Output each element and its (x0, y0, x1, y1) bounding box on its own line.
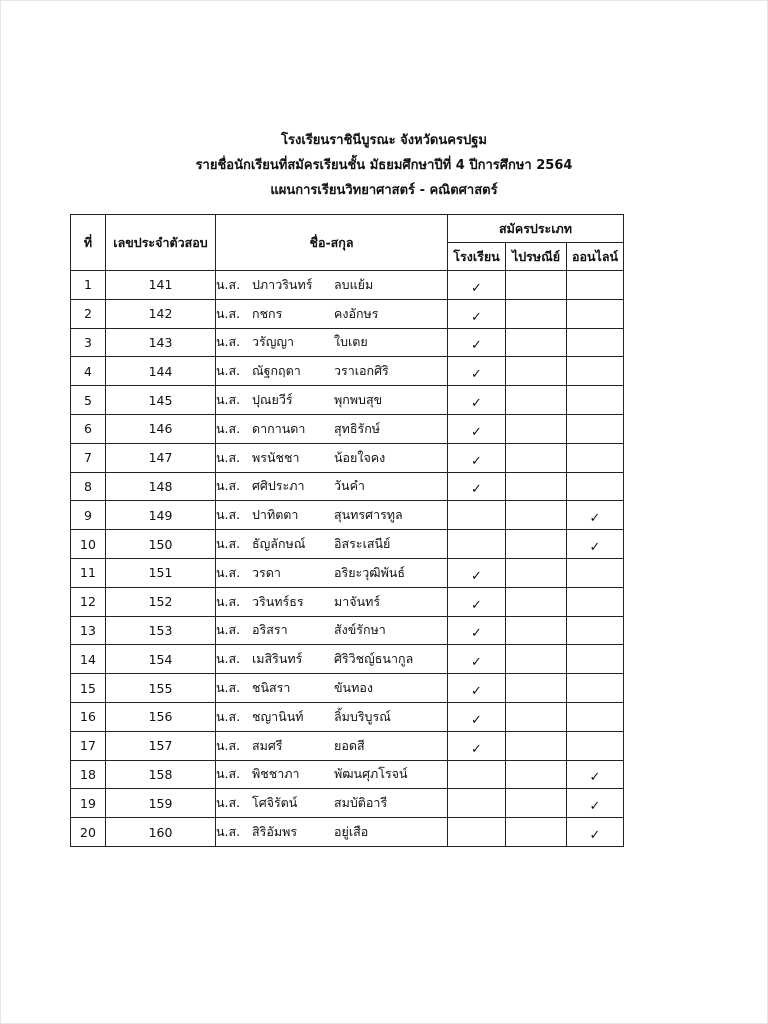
table-row (71, 386, 624, 415)
name-title: น.ส. (216, 622, 241, 638)
last-name: อยู่เสือ (334, 824, 369, 840)
student-name (216, 530, 448, 559)
type-school-cell (448, 616, 506, 645)
exam-id: 150 (106, 530, 216, 559)
first-name: อริสรา (252, 622, 288, 638)
school-name: โรงเรียนราชินีบูรณะ จังหวัดนครปฐม (281, 133, 487, 148)
exam-id: 146 (106, 414, 216, 443)
type-online-cell (567, 616, 624, 645)
table-row (71, 674, 624, 703)
student-name (216, 357, 448, 386)
header-online: ออนไลน์ (567, 243, 624, 271)
type-online-cell (567, 587, 624, 616)
header-name: ชื่อ-สกุล (216, 215, 448, 271)
table-row (71, 530, 624, 559)
type-online-cell (567, 558, 624, 587)
type-school-cell (448, 386, 506, 415)
row-number: 7 (71, 443, 106, 472)
document-header (0, 128, 768, 203)
check-mark-icon: ✓ (589, 827, 601, 843)
name-title: น.ส. (216, 334, 241, 350)
exam-id: 160 (106, 818, 216, 847)
row-number: 17 (71, 731, 106, 760)
name-title: น.ส. (216, 305, 241, 321)
check-mark-icon: ✓ (471, 367, 482, 383)
type-school-cell (448, 702, 506, 731)
exam-id: 143 (106, 328, 216, 357)
name-title: น.ส. (216, 708, 241, 724)
table-row (71, 357, 624, 386)
first-name: กชกร (252, 305, 283, 321)
last-name: คงอักษร (334, 305, 379, 321)
exam-id: 154 (106, 645, 216, 674)
type-online-cell (567, 501, 624, 530)
student-name (216, 760, 448, 789)
table-row (71, 789, 624, 818)
table-row (71, 414, 624, 443)
student-name (216, 299, 448, 328)
header-exam-id: เลขประจำตัวสอบ (106, 215, 216, 271)
name-title: น.ส. (216, 363, 241, 379)
header-application-type: สมัครประเภท (448, 215, 624, 243)
check-mark-icon: ✓ (471, 482, 482, 498)
type-school-cell (448, 760, 506, 789)
name-title: น.ส. (216, 593, 241, 609)
type-school-cell (448, 472, 506, 501)
row-number: 11 (71, 558, 106, 587)
type-post-cell (506, 328, 567, 357)
name-title: น.ส. (216, 449, 241, 465)
type-post-cell (506, 501, 567, 530)
exam-id: 149 (106, 501, 216, 530)
first-name: พรนัชชา (252, 449, 300, 465)
name-title: น.ส. (216, 564, 241, 580)
name-title: น.ส. (216, 507, 241, 523)
header-no: ที่ (71, 215, 106, 271)
type-post-cell (506, 386, 567, 415)
row-number: 10 (71, 530, 106, 559)
type-online-cell (567, 789, 624, 818)
exam-id: 144 (106, 357, 216, 386)
last-name: วราเอกศิริ (334, 363, 389, 379)
type-post-cell (506, 299, 567, 328)
check-mark-icon: ✓ (471, 568, 482, 584)
last-name: พัฒนศุภโรจน์ (334, 766, 408, 782)
type-school-cell (448, 789, 506, 818)
type-post-cell (506, 530, 567, 559)
type-school-cell (448, 558, 506, 587)
first-name: พิชชาภา (252, 766, 300, 782)
type-post-cell (506, 818, 567, 847)
check-mark-icon: ✓ (471, 309, 482, 325)
type-post-cell (506, 645, 567, 674)
row-number: 6 (71, 414, 106, 443)
type-school-cell (448, 328, 506, 357)
last-name: ศิริวิชญ์ธนากูล (334, 651, 414, 667)
type-online-cell (567, 414, 624, 443)
type-school-cell (448, 271, 506, 300)
type-post-cell (506, 271, 567, 300)
type-school-cell (448, 731, 506, 760)
student-name (216, 501, 448, 530)
type-school-cell (448, 414, 506, 443)
first-name: ศศิประภา (252, 478, 305, 494)
type-online-cell (567, 386, 624, 415)
type-school-cell (448, 674, 506, 703)
name-title: น.ส. (216, 680, 241, 696)
row-number: 16 (71, 702, 106, 731)
name-title: น.ส. (216, 651, 241, 667)
table-row (71, 501, 624, 530)
exam-id: 158 (106, 760, 216, 789)
name-title: น.ส. (216, 795, 241, 811)
type-online-cell (567, 472, 624, 501)
type-school-cell (448, 357, 506, 386)
row-number: 19 (71, 789, 106, 818)
header-post: ไปรษณีย์ (506, 243, 567, 271)
type-school-cell (448, 443, 506, 472)
exam-id: 152 (106, 587, 216, 616)
row-number: 2 (71, 299, 106, 328)
last-name: น้อยใจคง (334, 449, 386, 465)
exam-id: 148 (106, 472, 216, 501)
exam-id: 153 (106, 616, 216, 645)
first-name: ธัญลักษณ์ (252, 536, 306, 552)
name-title: น.ส. (216, 766, 241, 782)
check-mark-icon: ✓ (471, 655, 482, 671)
table-row (71, 443, 624, 472)
student-name (216, 789, 448, 818)
type-online-cell (567, 674, 624, 703)
student-name (216, 645, 448, 674)
type-online-cell (567, 731, 624, 760)
check-mark-icon: ✓ (589, 539, 601, 555)
type-school-cell (448, 645, 506, 674)
first-name: สิริอัมพร (252, 824, 298, 840)
check-mark-icon: ✓ (471, 626, 482, 642)
row-number: 3 (71, 328, 106, 357)
check-mark-icon: ✓ (471, 395, 482, 411)
check-mark-icon: ✓ (471, 424, 482, 440)
type-post-cell (506, 558, 567, 587)
row-number: 4 (71, 357, 106, 386)
table-row (71, 645, 624, 674)
first-name: ปุณยวีร์ (252, 392, 293, 408)
type-post-cell (506, 616, 567, 645)
last-name: สมบัติอารี (334, 795, 388, 811)
first-name: ดากานดา (252, 420, 306, 436)
type-post-cell (506, 414, 567, 443)
type-school-cell (448, 299, 506, 328)
table-row (71, 558, 624, 587)
type-online-cell (567, 271, 624, 300)
type-online-cell (567, 357, 624, 386)
row-number: 20 (71, 818, 106, 847)
exam-id: 145 (106, 386, 216, 415)
header-school: โรงเรียน (448, 243, 506, 271)
student-name (216, 443, 448, 472)
student-name (216, 818, 448, 847)
student-name (216, 702, 448, 731)
last-name: ขันทอง (334, 680, 373, 696)
name-title: น.ส. (216, 478, 241, 494)
type-post-cell (506, 587, 567, 616)
first-name: วรดา (252, 564, 281, 580)
name-title: น.ส. (216, 737, 241, 753)
row-number: 15 (71, 674, 106, 703)
table-row (71, 271, 624, 300)
first-name: เมสิรินทร์ (252, 651, 303, 667)
last-name: ยอดสี (334, 737, 365, 753)
first-name: ชนิสรา (252, 680, 291, 696)
table-row (71, 472, 624, 501)
type-post-cell (506, 472, 567, 501)
list-title: รายชื่อนักเรียนที่สมัครเรียนชั้น มัธยมศึกษาปีที่ 4 ปีการศึกษา 2564 (195, 158, 573, 173)
last-name: อริยะวุฒิพันธ์ (334, 564, 405, 580)
last-name: สุทธิรักษ์ (334, 420, 381, 436)
exam-id: 147 (106, 443, 216, 472)
row-number: 8 (71, 472, 106, 501)
applicant-table (70, 214, 624, 847)
type-post-cell (506, 731, 567, 760)
program-name: แผนการเรียนวิทยาศาสตร์ - คณิตศาสตร์ (270, 183, 498, 198)
type-post-cell (506, 702, 567, 731)
table-row (71, 702, 624, 731)
check-mark-icon: ✓ (471, 683, 482, 699)
first-name: สมศรี (252, 737, 283, 753)
type-school-cell (448, 587, 506, 616)
check-mark-icon: ✓ (471, 597, 482, 613)
last-name: มาจันทร์ (334, 593, 381, 609)
table-body (71, 271, 624, 847)
student-name (216, 558, 448, 587)
check-mark-icon: ✓ (471, 280, 482, 296)
type-online-cell (567, 760, 624, 789)
exam-id: 141 (106, 271, 216, 300)
first-name: วรัญญา (252, 334, 295, 350)
type-school-cell (448, 818, 506, 847)
last-name: วันคำ (334, 478, 365, 494)
student-name (216, 328, 448, 357)
student-name (216, 472, 448, 501)
last-name: ลบแย้ม (334, 276, 374, 292)
type-school-cell (448, 530, 506, 559)
student-name (216, 731, 448, 760)
student-name (216, 386, 448, 415)
check-mark-icon: ✓ (471, 453, 482, 469)
type-post-cell (506, 357, 567, 386)
last-name: ใบเตย (334, 334, 368, 350)
table-row (71, 616, 624, 645)
exam-id: 151 (106, 558, 216, 587)
first-name: ปาทิตตา (252, 507, 299, 523)
student-name (216, 271, 448, 300)
table-row (71, 299, 624, 328)
type-post-cell (506, 789, 567, 818)
table-row (71, 587, 624, 616)
check-mark-icon: ✓ (471, 741, 482, 757)
table-row (71, 760, 624, 789)
exam-id: 155 (106, 674, 216, 703)
name-title: น.ส. (216, 536, 241, 552)
last-name: สังข์รักษา (334, 622, 386, 638)
type-online-cell (567, 443, 624, 472)
type-post-cell (506, 443, 567, 472)
name-title: น.ส. (216, 824, 241, 840)
row-number: 9 (71, 501, 106, 530)
table-row (71, 731, 624, 760)
student-name (216, 414, 448, 443)
first-name: วรินทร์ธร (252, 593, 304, 609)
type-post-cell (506, 760, 567, 789)
type-online-cell (567, 328, 624, 357)
table-row (71, 328, 624, 357)
check-mark-icon: ✓ (471, 712, 482, 728)
first-name: ณัฐกฤตา (252, 363, 301, 379)
type-post-cell (506, 674, 567, 703)
last-name: ลิ้มบริบูรณ์ (334, 708, 391, 724)
row-number: 14 (71, 645, 106, 674)
exam-id: 142 (106, 299, 216, 328)
type-online-cell (567, 530, 624, 559)
exam-id: 156 (106, 702, 216, 731)
type-school-cell (448, 501, 506, 530)
first-name: ชญานินท์ (252, 708, 304, 724)
first-name: ปภาวรินทร์ (252, 276, 313, 292)
type-online-cell (567, 818, 624, 847)
type-online-cell (567, 299, 624, 328)
last-name: สุนทรศารทูล (334, 507, 403, 523)
check-mark-icon: ✓ (589, 799, 601, 815)
name-title: น.ส. (216, 276, 241, 292)
exam-id: 159 (106, 789, 216, 818)
table-row (71, 818, 624, 847)
student-name (216, 616, 448, 645)
row-number: 12 (71, 587, 106, 616)
first-name: โศจิรัตน์ (252, 795, 298, 811)
last-name: อิสระเสนีย์ (334, 536, 391, 552)
check-mark-icon: ✓ (589, 511, 601, 527)
row-number: 1 (71, 271, 106, 300)
type-online-cell (567, 702, 624, 731)
check-mark-icon: ✓ (471, 338, 482, 354)
exam-id: 157 (106, 731, 216, 760)
name-title: น.ส. (216, 392, 241, 408)
last-name: พุกพบสุข (334, 392, 383, 408)
name-title: น.ส. (216, 420, 241, 436)
student-name (216, 587, 448, 616)
type-online-cell (567, 645, 624, 674)
student-name (216, 674, 448, 703)
check-mark-icon: ✓ (589, 770, 601, 786)
row-number: 18 (71, 760, 106, 789)
row-number: 5 (71, 386, 106, 415)
row-number: 13 (71, 616, 106, 645)
